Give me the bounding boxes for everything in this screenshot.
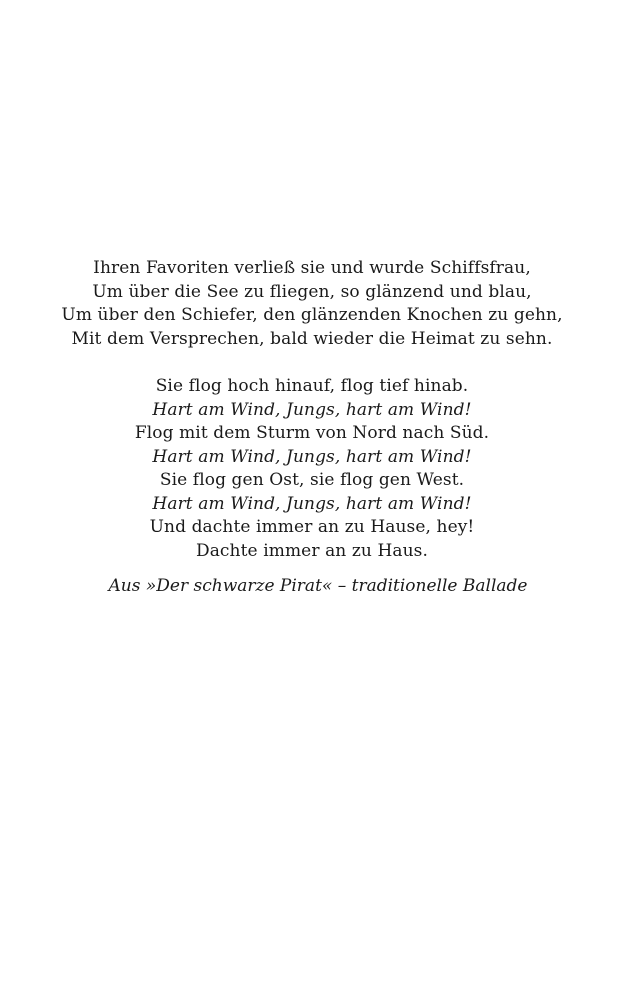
- verse-line: Sie flog hoch hinauf, flog tief hinab.: [155, 376, 469, 396]
- verse-line: Dachte immer an zu Haus.: [195, 540, 429, 561]
- verse-line: Und dachte immer an zu Hause, hey!: [149, 517, 475, 537]
- verse-line: Um über die See zu fliegen, so glänzend und blau,: [92, 281, 532, 302]
- refrain-line: Hart am Wind, Jungs, hart am Wind!: [152, 493, 472, 514]
- verse-line: Flog mit dem Sturm von Nord nach Süd.: [134, 423, 490, 443]
- verse-line: Um über den Schiefer, den glänzenden Knochen zu gehn,: [61, 305, 563, 325]
- refrain-line: Hart am Wind, Jungs, hart am Wind!: [152, 446, 472, 467]
- verse-line: Sie flog gen Ost, sie flog gen West.: [159, 470, 465, 490]
- stanza-two: [0, 375, 624, 563]
- stanza-one: [0, 257, 624, 351]
- verse-line: Ihren Favoriten verließ sie und wurde Schiffsfrau,: [93, 258, 531, 278]
- verse-line: Mit dem Versprechen, bald wieder die Heimat zu sehn.: [71, 328, 553, 349]
- epigraph-source: Aus »Der schwarze Pirat« – traditionelle Ballade: [108, 576, 528, 596]
- refrain-line: Hart am Wind, Jungs, hart am Wind!: [152, 399, 472, 420]
